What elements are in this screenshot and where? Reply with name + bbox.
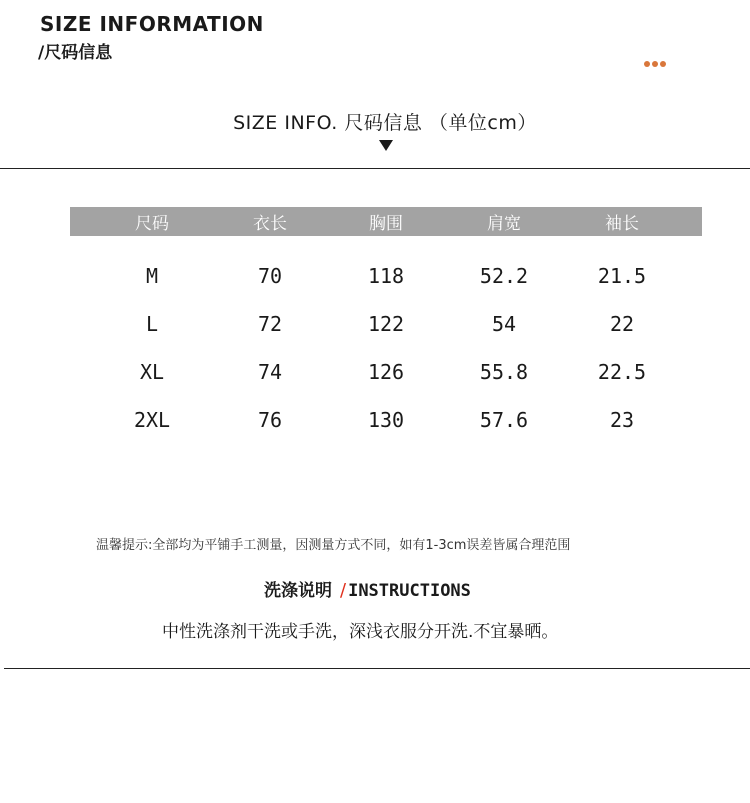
table-row bbox=[70, 261, 702, 291]
column-header-chest: 胸围 bbox=[369, 214, 403, 234]
column-header-sleeve: 袖长 bbox=[605, 214, 639, 234]
size-table-header bbox=[70, 207, 702, 236]
table-row bbox=[70, 405, 702, 435]
divider-bottom bbox=[4, 668, 750, 669]
divider-top bbox=[0, 168, 750, 169]
instructions-heading bbox=[264, 576, 471, 601]
table-cell: 122 bbox=[367, 312, 405, 336]
table-cell: 52.2 bbox=[479, 264, 529, 288]
table-cell: 74 bbox=[257, 360, 283, 384]
instructions-heading-en: INSTRUCTIONS bbox=[348, 581, 471, 601]
table-cell: 57.6 bbox=[479, 408, 529, 432]
dot-icon bbox=[660, 61, 666, 67]
column-header-size: 尺码 bbox=[135, 214, 169, 234]
table-row bbox=[70, 357, 702, 387]
measurement-note: 温馨提示:全部均为平铺手工测量，因测量方式不同，如有1-3cm误差皆属合理范围 bbox=[96, 538, 571, 553]
size-information-subtitle: /尺码信息 bbox=[38, 43, 113, 63]
table-cell: 22 bbox=[609, 312, 635, 336]
instructions-slash: / bbox=[340, 580, 347, 601]
table-cell: 22.5 bbox=[597, 360, 647, 384]
table-cell: 118 bbox=[367, 264, 405, 288]
table-cell: 72 bbox=[257, 312, 283, 336]
table-cell: 21.5 bbox=[597, 264, 647, 288]
column-header-length: 衣长 bbox=[253, 214, 287, 234]
instructions-heading-cn: 洗涤说明 bbox=[264, 581, 332, 601]
washing-instructions-text: 中性洗涤剂干洗或手洗，深浅衣服分开洗.不宜暴晒。 bbox=[162, 622, 559, 642]
table-cell: 76 bbox=[257, 408, 283, 432]
table-cell: XL bbox=[139, 360, 165, 384]
size-information-title: SIZE INFORMATION bbox=[40, 12, 264, 36]
table-cell: 130 bbox=[367, 408, 405, 432]
dot-icon bbox=[644, 61, 650, 67]
table-cell: 23 bbox=[609, 408, 635, 432]
table-row bbox=[70, 309, 702, 339]
decorative-dots bbox=[644, 61, 666, 67]
column-header-shoulder: 肩宽 bbox=[487, 214, 521, 234]
table-cell: 2XL bbox=[133, 408, 171, 432]
size-info-heading: SIZE INFO. 尺码信息 （单位cm） bbox=[233, 112, 537, 134]
table-cell: 70 bbox=[257, 264, 283, 288]
table-cell: 126 bbox=[367, 360, 405, 384]
table-cell: L bbox=[145, 312, 159, 336]
down-arrow-icon bbox=[379, 140, 393, 151]
table-cell: M bbox=[145, 264, 159, 288]
table-cell: 55.8 bbox=[479, 360, 529, 384]
dot-icon bbox=[652, 61, 658, 67]
table-cell: 54 bbox=[491, 312, 517, 336]
